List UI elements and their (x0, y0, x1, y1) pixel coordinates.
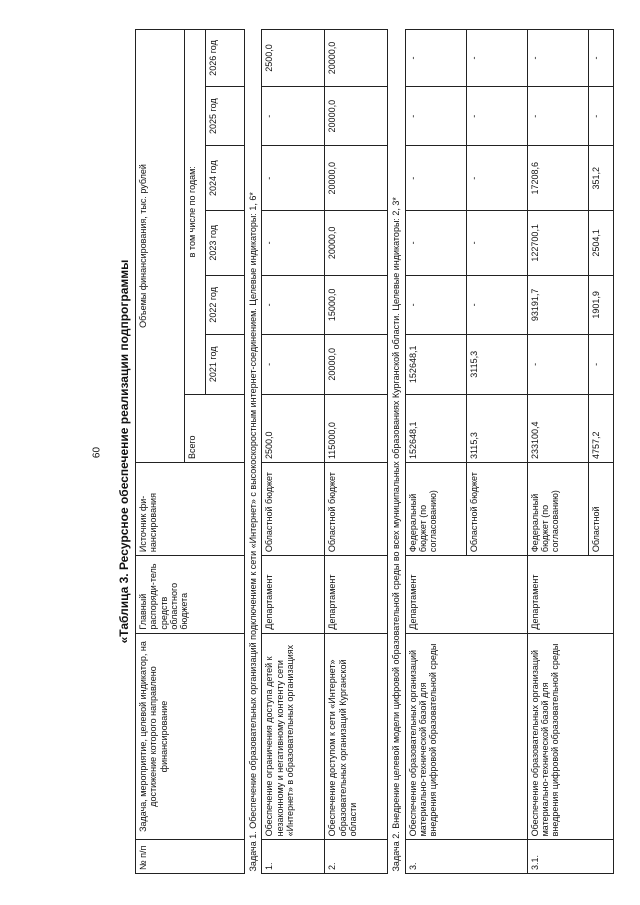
row-total: 2500,0 (262, 394, 325, 463)
section-row (245, 30, 262, 874)
table-title: «Таблица 3. Ресурсное обеспечение реализации подпрограммы (117, 259, 131, 644)
page-number: 60 (91, 446, 103, 459)
row-year-value: - (466, 30, 527, 87)
row-year-value: - (588, 86, 613, 145)
row-source: Областной бюджет (325, 463, 388, 556)
header-task: Задача, мероприятие, целевой индикатор, на достижение которого направлено финансирование (136, 633, 245, 840)
header-year: 2023 год (206, 211, 245, 276)
row-year-value: - (466, 146, 527, 211)
section-row (388, 30, 405, 874)
table-row (325, 30, 388, 874)
row-year-value: 93191,7 (527, 275, 588, 334)
header-by-years: в том числе по годам: (185, 30, 206, 395)
header-row (136, 30, 185, 874)
row-year-value: 122700,1 (527, 211, 588, 276)
row-manager: Департамент (405, 556, 527, 634)
header-manager: Главный распоряди-тель средств областного бюджета (136, 556, 245, 634)
row-year-value: - (262, 86, 325, 145)
header-total: Всего (185, 394, 245, 463)
row-num: 2. (325, 840, 388, 874)
row-year-value: - (262, 335, 325, 394)
row-year-value: 15000,0 (325, 275, 388, 334)
row-manager: Департамент (527, 556, 613, 634)
row-year-value: - (405, 211, 466, 276)
row-year-value: - (262, 275, 325, 334)
row-manager: Департамент (262, 556, 325, 634)
row-source: Федеральный бюджет (по согласованию) (527, 463, 588, 556)
row-total: 233100,4 (527, 394, 588, 463)
row-total: 3115,3 (466, 394, 527, 463)
row-year-value: 20000,0 (325, 86, 388, 145)
header-year: 2022 год (206, 275, 245, 334)
row-num: 3. (405, 840, 527, 874)
row-year-value: 1901,9 (588, 275, 613, 334)
section-heading: Задача 2. Внедрение целевой модели цифровой образовательной среды во всех муниципальных образованиях Курганской области. Целевые индикаторы: 2, 3* (388, 30, 405, 874)
header-volumes: Объемы финансирования, тыс. рублей (136, 30, 185, 463)
row-year-value: - (466, 275, 527, 334)
row-year-value: - (527, 335, 588, 394)
row-num: 1. (262, 840, 325, 874)
table-row (262, 30, 325, 874)
row-year-value: 17208,6 (527, 146, 588, 211)
row-year-value: 20000,0 (325, 335, 388, 394)
row-year-value: 2500,0 (262, 30, 325, 87)
row-year-value: 351,2 (588, 146, 613, 211)
resource-table (135, 29, 614, 874)
row-source: Областной (588, 463, 613, 556)
row-year-value: - (262, 146, 325, 211)
row-manager: Департамент (325, 556, 388, 634)
row-year-value: 3115,3 (466, 335, 527, 394)
table-row (405, 30, 466, 874)
row-year-value: 20000,0 (325, 211, 388, 276)
row-task: Обеспечение образовательных организаций материально-технической базой для внедрения цифровой образовательной среды (527, 633, 613, 840)
section-heading: Задача 1. Обеспечение образовательных организаций подключением к сети «Интернет» с высокоскоростным интернет-соединением. Целевые индикаторы: 1, 6* (245, 30, 262, 874)
row-year-value: - (262, 211, 325, 276)
row-total: 4757,2 (588, 394, 613, 463)
row-year-value: - (527, 30, 588, 87)
row-year-value: - (405, 275, 466, 334)
row-year-value: 20000,0 (325, 146, 388, 211)
row-num: 3.1. (527, 840, 613, 874)
row-year-value: - (405, 86, 466, 145)
row-source: Областной бюджет (466, 463, 527, 556)
header-year: 2026 год (206, 30, 245, 87)
row-year-value: 20000,0 (325, 30, 388, 87)
row-source: Федеральный бюджет (по согласованию) (405, 463, 466, 556)
row-year-value: - (466, 211, 527, 276)
row-year-value: - (405, 146, 466, 211)
header-num: № п/п (136, 840, 245, 874)
row-total: 115000,0 (325, 394, 388, 463)
row-year-value: - (527, 86, 588, 145)
row-year-value: - (588, 30, 613, 87)
header-source: Источник фи-нансирования (136, 463, 245, 556)
header-year: 2025 год (206, 86, 245, 145)
row-year-value: - (466, 86, 527, 145)
row-year-value: 152648,1 (405, 335, 466, 394)
row-task: Обеспечение доступом к сети «Интернет» образовательных организаций Курганской области (325, 633, 388, 840)
row-task: Обеспечение ограничения доступа детей к незаконному и негативному контенту сети «Интернет» в образовательных организациях (262, 633, 325, 840)
rotated-page (113, 29, 613, 874)
row-total: 152648,1 (405, 394, 466, 463)
table-row (527, 30, 588, 874)
row-year-value: - (405, 30, 466, 87)
header-year: 2024 год (206, 146, 245, 211)
row-source: Областной бюджет (262, 463, 325, 556)
header-year: 2021 год (206, 335, 245, 394)
row-year-value: 2504,1 (588, 211, 613, 276)
row-task: Обеспечение образовательных организаций материально-технической базой для внедрения цифровой образовательной среды (405, 633, 527, 840)
row-year-value: - (588, 335, 613, 394)
